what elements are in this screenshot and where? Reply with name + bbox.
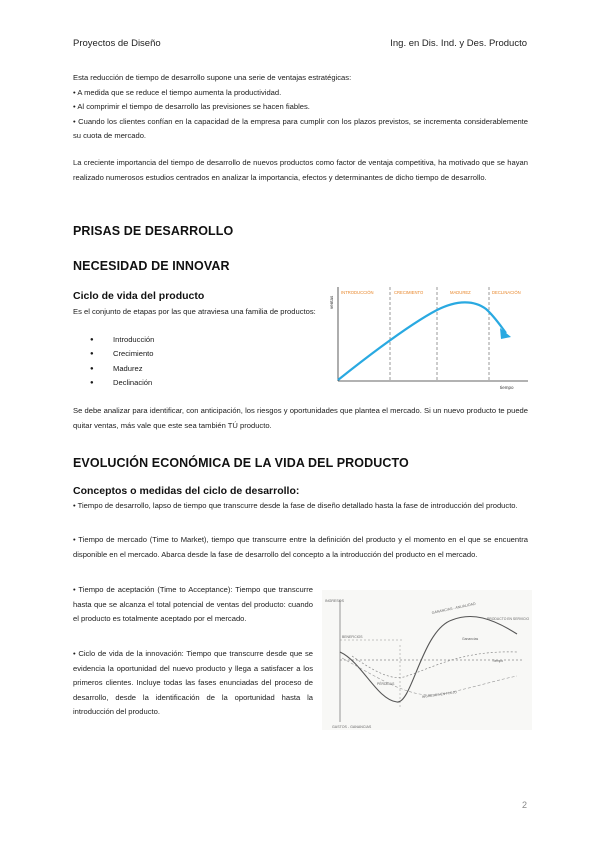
sales-curve bbox=[338, 302, 506, 380]
advantage-item: • A medida que se reduce el tiempo aumenta la productividad. bbox=[73, 87, 282, 97]
economic-evolution-chart bbox=[322, 590, 532, 730]
page-number: 2 bbox=[521, 800, 527, 810]
econ-mid-label-1: Ganancias bbox=[462, 637, 479, 641]
concepts-heading: Conceptos o medidas del ciclo de desarrollo: bbox=[73, 485, 300, 497]
lifecycle-stage: ● Crecimiento bbox=[90, 347, 154, 361]
phase-label-madurez: MADUREZ bbox=[450, 290, 471, 295]
concept-time-to-market: • Tiempo de mercado (Time to Market), tiempo que transcurre entre la definición del producto y el momento en el que se encuentra disponible en el mercado. Abarca desde la fase de desarrollo del concepto a la introducción del producto en el mercado. bbox=[73, 535, 528, 559]
advantages-lead: Esta reducción de tiempo de desarrollo supone una serie de ventajas estratégicas: bbox=[73, 73, 352, 82]
lifecycle-chart bbox=[322, 283, 532, 393]
section-heading-prisas: PRISAS DE DESARROLLO bbox=[73, 224, 234, 238]
concept-innovation-cycle: • Ciclo de vida de la innovación: Tiempo que transcurre desde que se evidencia la oportunidad del nuevo producto y llega a satisfacer a los primeros clientes. Incluye todas las fases enunciadas del proceso de desarrollo, desde la identificación de la oportunidad hasta la introducción del producto. bbox=[73, 649, 313, 716]
section-heading-evolucion: EVOLUCIÓN ECONÓMICA DE LA VIDA DEL PRODUCTO bbox=[73, 456, 409, 470]
advantage-item: • Cuando los clientes confían en la capacidad de la empresa para cumplir con los plazos previstos, se incrementa considerablemente su cuota de mercado. bbox=[73, 116, 528, 140]
phase-label-introduccion: INTRODUCCIÓN bbox=[341, 290, 374, 295]
concept-development-time: • Tiempo de desarrollo, lapso de tiempo que transcurre desde la fase de diseño detallado hasta la fase de introducción del producto. bbox=[73, 501, 518, 510]
econ-loss-label: PÉRDIDAS bbox=[377, 682, 395, 686]
econ-y-label: INGRESOS bbox=[325, 599, 344, 603]
section-heading-innovar: NECESIDAD DE INNOVAR bbox=[73, 259, 230, 273]
importance-paragraph: La creciente importancia del tiempo de desarrollo de nuevos productos como factor de ventaja competitiva, ha motivado que se hayan realizado numerosos estudios centrados en analizar la importancia, efectos y determinantes de dicho tiempo de desarrollo. bbox=[73, 158, 528, 182]
lifecycle-stage: ● Declinación bbox=[90, 376, 154, 390]
analysis-paragraph: Se debe analizar para identificar, con anticipación, los riesgos y oportunidades que plantea el mercado. Si un nuevo producto te puede quitar ventas, más vale que este sea también TÚ producto. bbox=[73, 406, 528, 430]
econ-bottom-label: INGRESOS EN FLUJO bbox=[421, 690, 458, 699]
advantages-block bbox=[73, 71, 528, 144]
header-course-title: Proyectos de Diseño bbox=[73, 38, 161, 49]
phase-label-declinacion: DECLINACIÓN bbox=[492, 290, 521, 295]
lifecycle-y-label: ventas bbox=[329, 295, 334, 309]
curve-arrowhead bbox=[500, 328, 511, 339]
header-degree-title: Ing. en Dis. Ind. y Des. Producto bbox=[390, 38, 527, 49]
econ-x-label: GASTOS - GANANCIAS bbox=[332, 725, 372, 729]
advantage-item: • Al comprimir el tiempo de desarrollo las previsiones se hacen fiables. bbox=[73, 102, 310, 111]
lifecycle-stage-list bbox=[90, 333, 154, 390]
lifecycle-x-label: tiempo bbox=[500, 385, 514, 390]
econ-right-top-label: PRODUCTO EN SERVICIO bbox=[487, 617, 530, 621]
econ-top-label: GANANCIAS - ANUALIDAD bbox=[431, 601, 476, 615]
econ-left-marker: BENEFICIOS bbox=[342, 635, 363, 639]
lifecycle-description: Es el conjunto de etapas por las que atraviesa una familia de productos: bbox=[73, 307, 316, 316]
lifecycle-stage: ● Introducción bbox=[90, 333, 154, 347]
lifecycle-heading: Ciclo de vida del producto bbox=[73, 290, 205, 302]
phase-label-crecimiento: CRECIMIENTO bbox=[394, 290, 424, 295]
concept-time-to-acceptance: • Tiempo de aceptación (Time to Acceptance): Tiempo que transcurre hasta que se alcanza el total potencial de ventas del producto: cuando el producto es totalmente aceptado por el mercado. bbox=[73, 585, 313, 623]
lifecycle-stage: ● Madurez bbox=[90, 362, 154, 376]
econ-mid-label-2: Tiempo bbox=[492, 659, 504, 663]
